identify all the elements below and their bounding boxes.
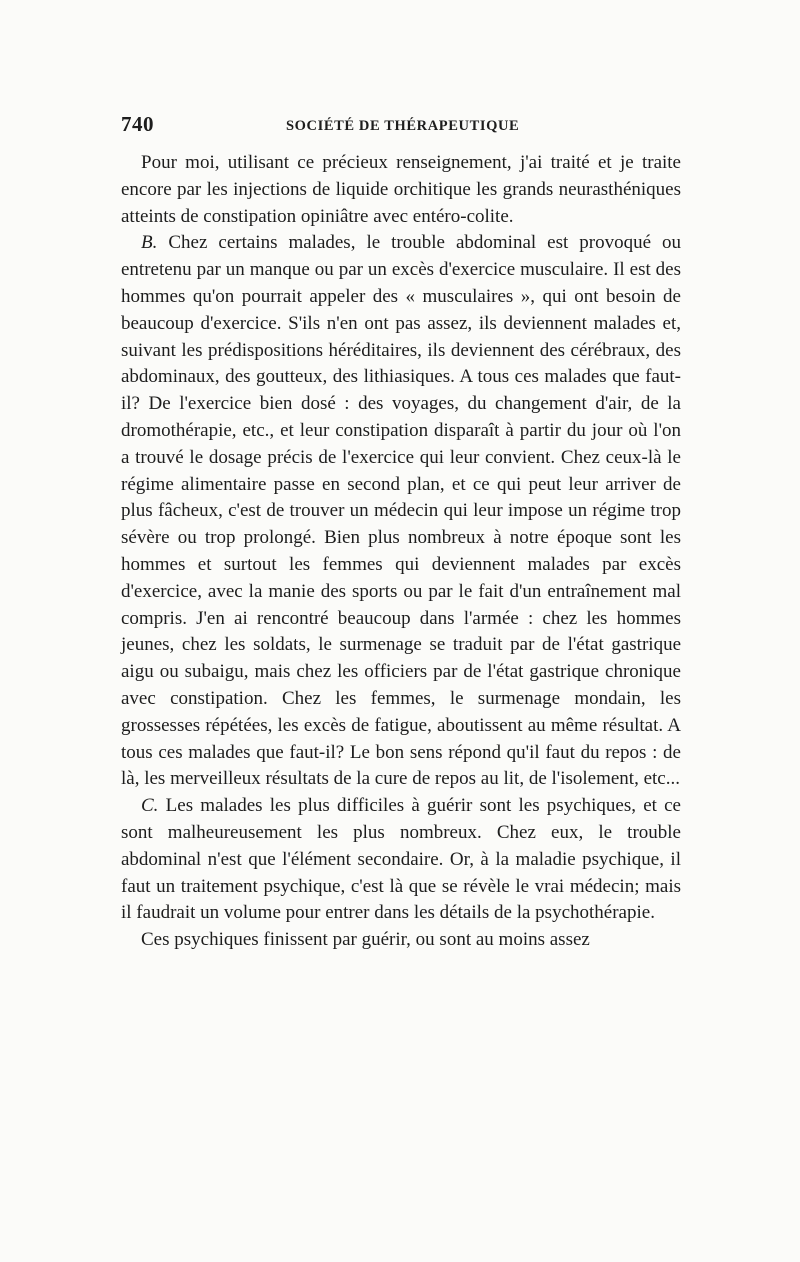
paragraph-text: Chez certains malades, le trouble abdominal est provoqué ou entretenu par un manque ou par un excès d'exercice musculaire. Il est des hommes qu'on pourrait appeler des « musculaires », qui ont besoin de beaucoup d'exercice. S'ils n'en ont pas assez, ils deviennent malades et, suivant les prédispositions héréditaires, ils deviennent des cérébraux, des abdominaux, des goutteux, des lithiasiques. A tous ces malades que faut-il? De l'exercice bien dosé : des voyages, du changement d'air, de la dromothérapie, etc., et leur constipation disparaît à partir du jour où l'on a trouvé le dosage précis de l'exercice qui leur convient. Chez ceux-là le régime alimentaire passe en second plan, et ce qui peut leur arriver de plus fâcheux, c'est de trouver un médecin qui leur impose un régime trop sévère ou trop prolongé. Bien plus nombreux à notre époque sont les hommes et surtout les femmes qui deviennent malades par excès d'exercice, avec la manie des sports ou par le fait d'un entraînement mal compris. J'en ai rencontré beaucoup dans l'armée : chez les hommes jeunes, chez les soldats, le surmenage se traduit par de l'état gastrique aigu ou subaigu, mais chez les officiers par de l'état gastrique chronique avec constipation. Chez les femmes, le surmenage mondain, les grossesses répétées, les excès de fatigue, aboutissent au même résultat. A tous ces malades que faut-il? Le bon sens répond qu'il faut du repos : de là, les merveilleux résultats de la cure de repos au lit, de l'isolement, etc... <box>121 232 681 790</box>
body-text <box>121 150 681 954</box>
paragraph-text: Ces psychiques finissent par guérir, ou sont au moins assez <box>141 929 590 951</box>
paragraph-lead: C. <box>141 795 159 817</box>
paragraph-c <box>121 793 681 927</box>
paragraph-4 <box>121 927 681 954</box>
running-title: SOCIÉTÉ DE THÉRAPEUTIQUE <box>286 118 520 134</box>
page-number: 740 <box>121 112 154 136</box>
page-header <box>121 112 681 142</box>
paragraph-text: Les malades les plus difficiles à guérir sont les psychiques, et ce sont malheureusement les plus nombreux. Chez eux, le trouble abdominal n'est que l'élément secondaire. Or, à la maladie psychique, il faut un traitement psychique, c'est là que se révèle le vrai médecin; mais il faudrait un volume pour entrer dans les détails de la psychothérapie. <box>121 795 681 924</box>
paragraph-1 <box>121 150 681 230</box>
paragraph-b <box>121 230 681 793</box>
paragraph-lead: B. <box>141 232 158 254</box>
paragraph-text: Pour moi, utilisant ce précieux renseignement, j'ai traité et je traite encore par les injections de liquide orchitique les grands neurasthéniques atteints de constipation opiniâtre avec entéro-colite. <box>121 152 681 227</box>
